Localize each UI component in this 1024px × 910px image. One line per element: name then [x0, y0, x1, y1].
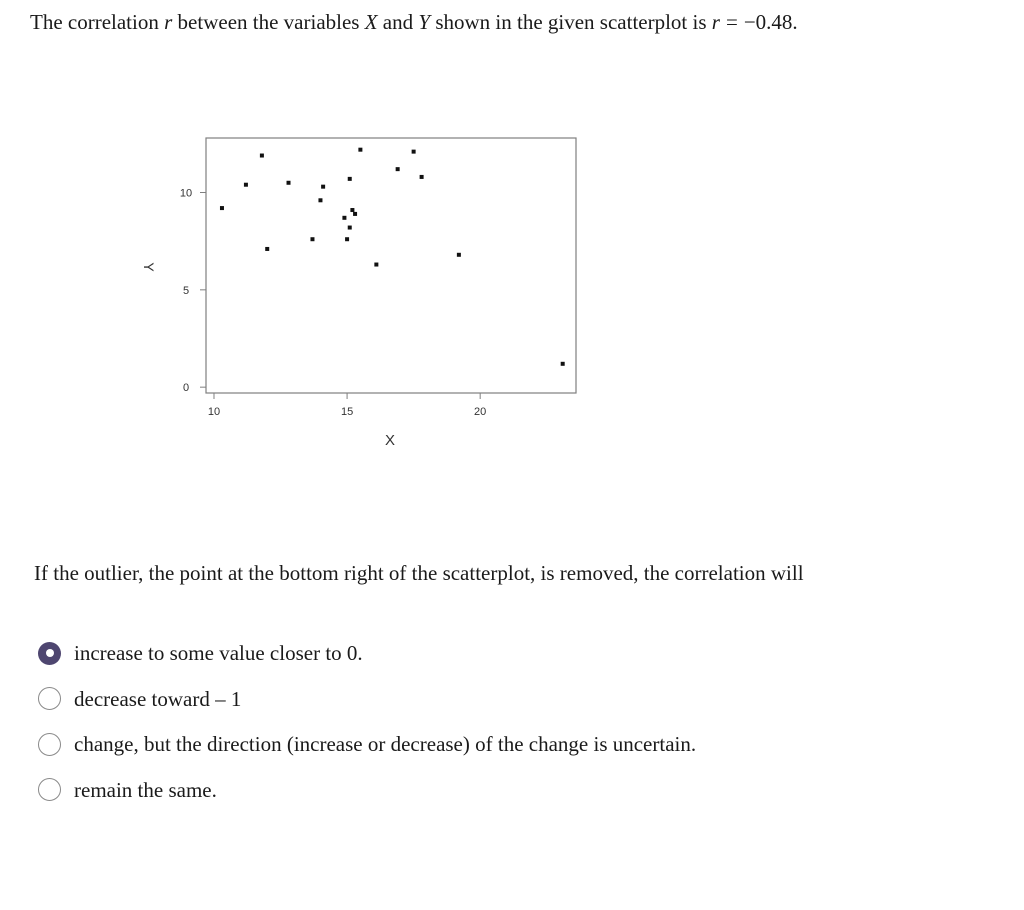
option-label: increase to some value closer to 0.: [74, 641, 363, 665]
x-tick-label: 15: [340, 406, 354, 418]
data-point: [321, 185, 325, 189]
x-tick-label: 20: [474, 406, 487, 418]
data-point: [348, 226, 352, 230]
y-tick-label: 5: [182, 284, 190, 297]
data-point: [353, 212, 357, 216]
option-label: decrease toward – 1: [74, 686, 242, 711]
plot-frame: [206, 138, 576, 393]
data-point: [561, 362, 565, 366]
x-axis-label: X: [384, 432, 396, 449]
x-tick-label: 10: [207, 406, 221, 418]
y-tick-label: 0: [182, 382, 190, 395]
question-stem: [30, 8, 798, 36]
follow-up-question: If the outlier, the point at the bottom right of the scatterplot, is removed, the correlation will: [34, 561, 804, 585]
y-tick-label: 10: [179, 187, 193, 200]
y-axis-label: Y: [141, 262, 157, 272]
stem-equals: =: [725, 10, 738, 34]
data-point: [348, 177, 352, 181]
stem-mid-3: shown in the given scatterplot is: [430, 10, 712, 34]
option-remain-same[interactable]: [38, 774, 696, 806]
data-point: [358, 148, 362, 152]
data-point: [318, 198, 322, 202]
data-point: [265, 247, 269, 251]
data-point: [457, 253, 461, 257]
data-point: [342, 216, 346, 220]
stem-mid-1: between the variables: [172, 10, 365, 34]
data-point: [260, 154, 264, 158]
option-increase[interactable]: [38, 637, 696, 669]
data-point: [287, 181, 291, 185]
stem-prefix: The correlation: [30, 10, 165, 34]
data-point: [345, 237, 349, 241]
option-change-uncertain[interactable]: [38, 728, 696, 760]
stem-var-x: X: [364, 10, 378, 34]
stem-end: .: [792, 10, 798, 34]
data-point: [420, 175, 424, 179]
scatterplot: [120, 120, 600, 460]
radio-button[interactable]: [38, 642, 61, 665]
radio-button[interactable]: [38, 733, 61, 756]
data-point: [350, 208, 354, 212]
radio-button[interactable]: [38, 687, 61, 710]
data-point: [396, 167, 400, 171]
answer-options: [38, 637, 696, 819]
data-point: [244, 183, 248, 187]
data-point: [412, 150, 416, 154]
stem-var-r-2: r: [711, 10, 720, 34]
stem-var-r: r: [164, 10, 173, 34]
radio-button[interactable]: [38, 778, 61, 801]
data-point: [374, 263, 378, 267]
stem-var-y: Y: [418, 10, 431, 34]
data-point: [220, 206, 224, 210]
option-decrease[interactable]: [38, 683, 696, 715]
stem-mid-2: and: [377, 10, 419, 34]
option-label: remain the same.: [74, 777, 217, 802]
stem-value: −0.48: [743, 10, 793, 34]
option-label: change, but the direction (increase or decrease) of the change is uncertain.: [74, 732, 697, 756]
data-point: [310, 237, 314, 241]
